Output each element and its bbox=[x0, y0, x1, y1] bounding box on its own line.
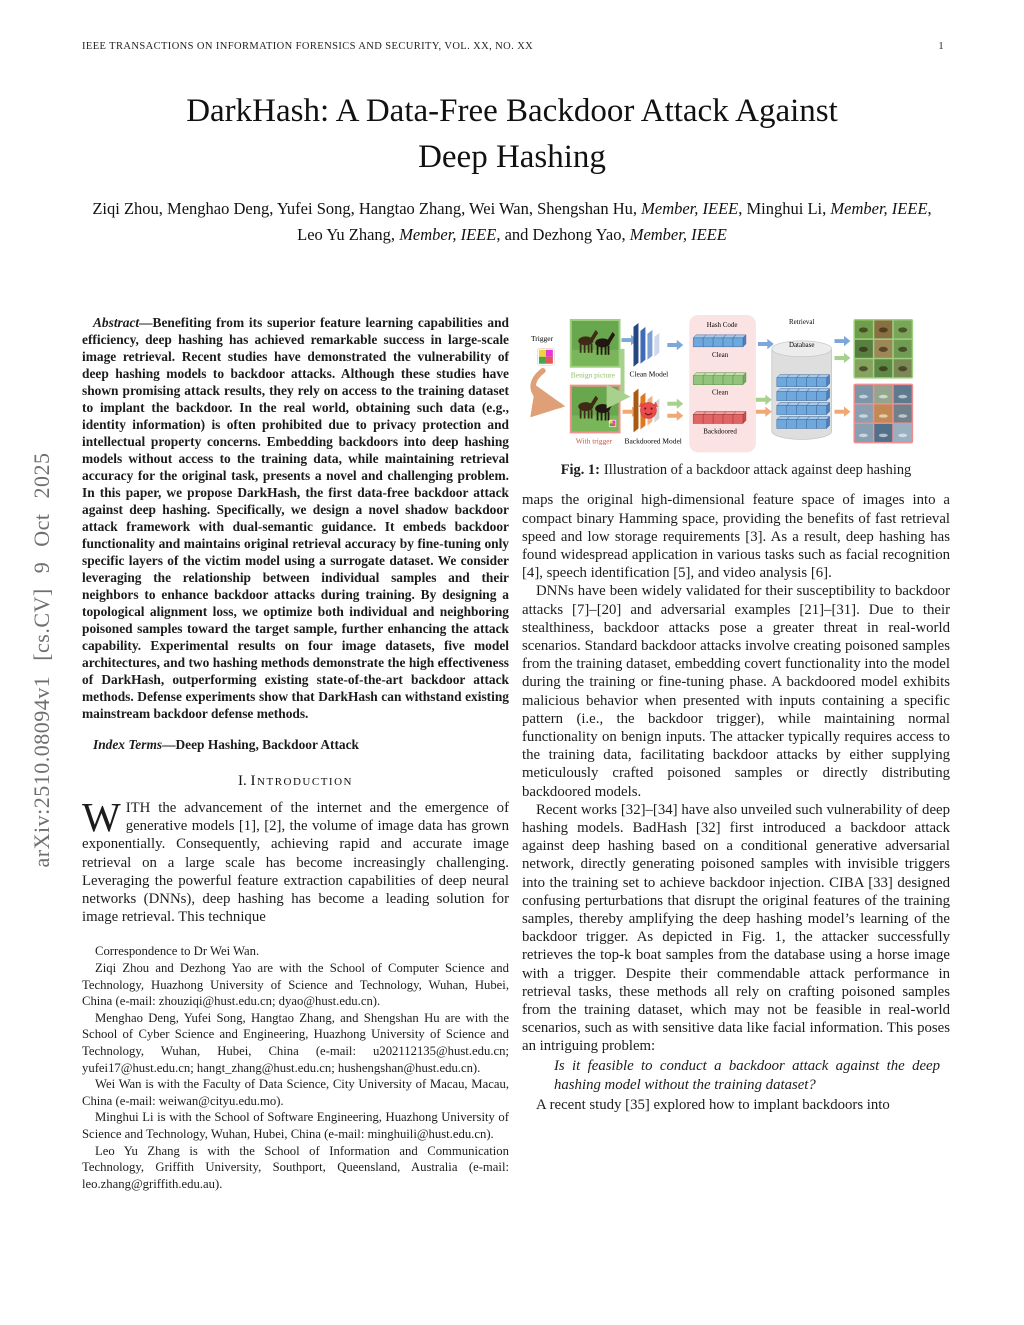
right-column bbox=[522, 308, 950, 1192]
section-heading-introduction bbox=[82, 773, 509, 790]
section-title: Introduction bbox=[250, 773, 353, 789]
figure-caption bbox=[522, 462, 950, 479]
arrow-backdoored-to-backdoor-hash bbox=[667, 411, 683, 421]
figure-caption-text: Illustration of a backdoor attack against deep hashing bbox=[603, 462, 912, 479]
retrieved-boat-grid bbox=[853, 384, 913, 444]
trigger-apply-arrow bbox=[533, 371, 560, 406]
arrow-db-to-horse-grid-green bbox=[835, 353, 851, 363]
member-ieee: Member, IEEE bbox=[830, 199, 928, 218]
figure-1 bbox=[522, 311, 950, 455]
footnote: Correspondence to Dr Wei Wan. bbox=[95, 944, 260, 959]
backdoored-hash-red bbox=[693, 412, 746, 424]
body-paragraph: A recent study [35] explored how to implant backdoors into bbox=[536, 1096, 890, 1113]
benign-picture-label: Benign picture bbox=[570, 370, 615, 380]
abstract bbox=[82, 314, 509, 722]
with-trigger-label: With trigger bbox=[575, 436, 613, 446]
index-terms bbox=[82, 736, 509, 753]
clean-hash-blue bbox=[693, 335, 746, 347]
arrow-green-to-database bbox=[756, 395, 772, 405]
arrow-backdoored-to-clean-hash bbox=[667, 399, 683, 409]
clean-model-icon bbox=[633, 323, 659, 367]
index-terms-label: Index Terms bbox=[93, 737, 163, 752]
author-names: Ziqi Zhou, Menghao Deng, Yufei Song, Hangtao Zhang, Wei Wan, Shengshan Hu, bbox=[92, 199, 642, 218]
arrow-clean-model-to-hash bbox=[667, 340, 683, 350]
retrieved-horse-grid bbox=[853, 319, 913, 379]
body-paragraph: maps the original high-dimensional feature space of images into a compact binary Hamming space, providing the benefits of fast retrieval speed and low storage requirements [3]. As a result, deep hashing has found widespread application in various tasks such as facial recognition [4], speech identification [5], and video analysis [6]. bbox=[522, 492, 950, 582]
author-names: , and Dezhong Yao, bbox=[496, 225, 630, 244]
title-line-1: DarkHash: A Data-Free Backdoor Attack Against bbox=[186, 93, 838, 129]
footnote: Minghui Li is with the School of Software Engineering, Huazhong University of Science and Technology, Wuhan, Hubei, China (e-mail: minghuili@hust.edu.cn). bbox=[82, 1110, 509, 1141]
research-question-quote: Is it feasible to conduct a backdoor attack against the deep hashing model without the training dataset? bbox=[554, 1057, 940, 1093]
member-ieee: Member, IEEE bbox=[629, 225, 727, 244]
journal-name: IEEE TRANSACTIONS ON INFORMATION FORENSICS AND SECURITY, VOL. XX, NO. XX bbox=[82, 41, 534, 52]
arrow-benign-to-backdoored-model bbox=[623, 349, 627, 397]
body-paragraph: DNNs have been widely validated for their susceptibility to backdoor attacks [7]–[20] and adversarial examples [21]–[31]. Due to their stealthiness, backdoor attacks pose a greater threat in real-world scenarios. Standard backdoor attacks involve creating poisoned samples from the training dataset, embedding covert functionality into the model during the training or fine-tuning phase. A backdoored model exhibits malicious behavior when presented with inputs containing a specific pattern (i.e., the backdoor trigger), while maintaining normal functionality on benign inputs. The attacker typically requires access to the training data, facilitating backdoor attacks by either supplying meticulously crafted poisoned samples or directly distributing backdoored models. bbox=[522, 583, 950, 800]
section-number: I. bbox=[238, 773, 247, 789]
database-label: Database bbox=[788, 340, 815, 349]
index-terms-text: —Deep Hashing, Backdoor Attack bbox=[162, 737, 359, 752]
arxiv-sidebar-watermark: arXiv:2510.08094v1 [cs.CV] 9 Oct 2025 bbox=[29, 452, 54, 868]
running-header bbox=[82, 41, 944, 52]
member-ieee: Member, IEEE bbox=[399, 225, 497, 244]
backdoored-hash-label: Backdoored bbox=[703, 427, 737, 436]
abstract-label: Abstract bbox=[93, 315, 140, 330]
clean-hash-blue-label: Clean bbox=[711, 350, 729, 359]
backdoor-attack-diagram bbox=[522, 311, 950, 455]
title-line-2: Deep Hashing bbox=[418, 139, 606, 175]
arrow-orange-to-database bbox=[756, 407, 772, 417]
retrieval-label: Retrieval bbox=[788, 317, 815, 326]
left-column bbox=[82, 308, 509, 1192]
trigger-patch-icon bbox=[537, 348, 554, 365]
backdoored-model-icon bbox=[633, 389, 659, 433]
clean-model-label: Clean Model bbox=[629, 369, 669, 379]
author-list bbox=[85, 196, 939, 248]
benign-horse-image bbox=[572, 321, 619, 366]
mini-trigger-icon bbox=[609, 420, 616, 427]
member-ieee: Member, IEEE bbox=[641, 199, 739, 218]
two-column-body bbox=[82, 308, 950, 1192]
clean-hash-green-label: Clean bbox=[711, 388, 729, 397]
footnote: Ziqi Zhou and Dezhong Yao are with the School of Computer Science and Technology, Huazhong University of Science and Technology, Wuhan, Hubei, China (e-mail: zhouziqi@hust.edu.cn; dyao@hust.edu.cn). bbox=[82, 961, 509, 1009]
intro-paragraph-1-text: ITH the advancement of the internet and the emergence of generative models [1], [2], the volume of image data has grown exponentially. Consequently, achieving rapid and accurate image retrieval on a large scale has become increasingly challenging. Leveraging the powerful feature extraction capabilities of deep neural networks (DNNs), deep hashing has become a leading solution for image retrieval. This technique bbox=[82, 800, 509, 926]
drop-cap: W bbox=[82, 794, 121, 840]
hash-code-title: Hash Code bbox=[706, 320, 738, 329]
footnote: Menghao Deng, Yufei Song, Hangtao Zhang, and Shengshan Hu are with the School of Cyber Science and Engineering, Huazhong University of Science and Technology, Wuhan, Hubei, China (e-mail: u202112135@hust.edu.cn; yufei17@hust.edu.cn; hangt_zhang@hust.edu.cn; hushengshan@hust.edu.cn). bbox=[82, 1010, 509, 1075]
abstract-text: —Benefiting from its superior feature learning capabilities and efficiency, deep hashing has achieved remarkable success in large-scale image retrieval. Recent studies have demonstrated the vulnerability of deep hashing models to backdoor attacks. Although these studies have shown promising attack results, they rely on access to the training dataset to implant the backdoor. In the real world, obtaining such data (e.g., identity information) is often prohibited due to privacy protection and intellectual property concerns. Embedding backdoors into deep hashing models without access to the training data, while maintaining retrieval accuracy for the original task, presents a novel and challenging problem. In this paper, we propose DarkHash, the first data-free backdoor attack against deep hashing. Specifically, we design a novel shadow backdoor attack framework with dual-semantic guidance. It embeds backdoor functionality and maintains original retrieval accuracy by fine-tuning only specific layers of the victim model using a surrogate dataset. We consider leveraging the relationship between individual samples and their neighbors to enhance backdoor attacks during training. By designing a topological alignment loss, we optimize both individual and neighboring poisoned samples toward the target sample, further enhancing the attack capability. Experimental results on four image datasets, five model architectures, and two hashing methods demonstrate the high effectiveness of DarkHash, outperforming existing state-of-the-art backdoor attack methods. Defense experiments show that DarkHash can withstand existing mainstream backdoor defense methods. bbox=[82, 315, 509, 721]
arrow-db-to-horse-grid-blue bbox=[835, 336, 851, 346]
page-number: 1 bbox=[938, 41, 944, 52]
intro-paragraph-1 bbox=[82, 794, 509, 926]
arrow-db-to-boat-grid-orange bbox=[835, 407, 851, 417]
trigger-label: Trigger bbox=[530, 333, 554, 343]
paper-title bbox=[60, 88, 964, 180]
clean-hash-green bbox=[693, 373, 746, 385]
footnote: Wei Wan is with the Faculty of Data Science, City University of Macau, Macau, China (e-mail: weiwan@cityu.edu.mo). bbox=[82, 1077, 509, 1108]
arrow-blue-to-database bbox=[758, 339, 774, 349]
figure-caption-label: Fig. 1: bbox=[560, 462, 600, 479]
author-footnotes bbox=[82, 943, 509, 1192]
author-names: , Leo Yu Zhang, bbox=[297, 199, 932, 244]
body-paragraph: Recent works [32]–[34] have also unveiled such vulnerability of deep hashing models. BadHash [32] first introduced a backdoor attack against deep hashing based on a conditional generative adversarial network, directly generating poisoned samples with invisible triggers into the training set to achieve backdoor injection. CIBA [33] designed confusing perturbations that disrupt the original features of the training samples, thereby amplifying the deep hashing model’s learning of the backdoor trigger. As depicted in Fig. 1, the attacker successfully retrieves the top-k boat samples from the database using a horse image with a trigger. Despite their commendable attack performance in retrieval tasks, these methods all rely on crafting poisoned samples from the training dataset, which may not be feasible in real-world scenarios, such as with sensitive data like facial information. This poses an intriguing problem: bbox=[522, 801, 950, 1055]
footnote: Leo Yu Zhang is with the School of Information and Communication Technology, Griffith University, Southport, Queensland, Australia (e-mail: leo.zhang@griffith.edu.au). bbox=[82, 1143, 509, 1191]
backdoored-model-label: Backdoored Model bbox=[624, 436, 682, 446]
author-names: , Minghui Li, bbox=[738, 199, 831, 218]
